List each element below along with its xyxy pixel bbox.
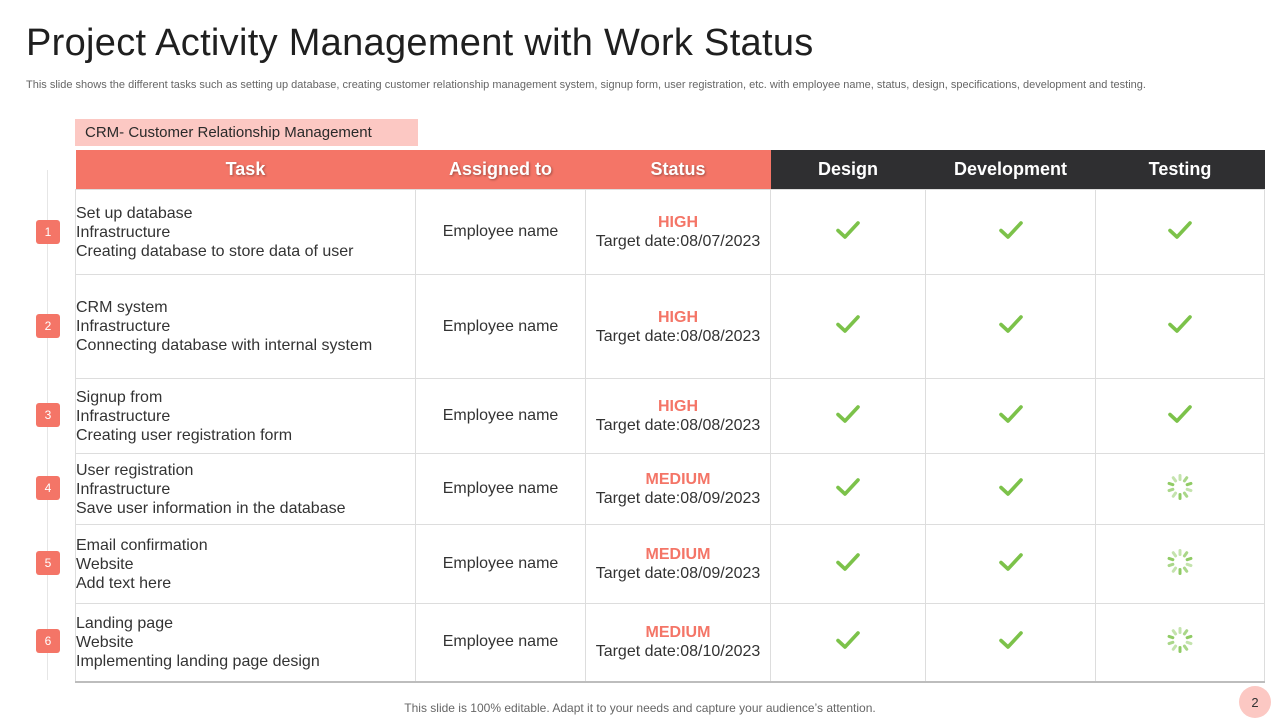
target-date: Target date:08/08/2023 <box>595 327 761 345</box>
loading-icon <box>1165 547 1195 582</box>
check-icon <box>835 403 861 430</box>
development-cell <box>926 525 1096 604</box>
task-description: Implementing landing page design <box>76 652 320 670</box>
status-cell <box>586 275 771 379</box>
row-number-badge: 5 <box>36 551 60 575</box>
target-date: Target date:08/08/2023 <box>595 417 761 434</box>
row-number-badge: 2 <box>36 314 60 338</box>
check-icon <box>998 313 1024 340</box>
slide-title: Project Activity Management with Work Status <box>26 22 814 64</box>
testing-cell <box>1096 379 1265 454</box>
task-cell <box>76 379 416 454</box>
testing-cell <box>1096 275 1265 379</box>
task-category: Website <box>76 633 134 651</box>
task-cell <box>76 525 416 604</box>
task-name: CRM system <box>76 299 168 316</box>
row-number-badge: 4 <box>36 476 60 500</box>
assigned-cell: Employee name <box>416 454 586 525</box>
design-cell <box>771 525 926 604</box>
table-row <box>76 525 1265 604</box>
priority-label: HIGH <box>658 308 698 326</box>
assigned-cell: Employee name <box>416 604 586 682</box>
check-icon <box>1167 403 1193 430</box>
task-category: Infrastructure <box>76 318 171 335</box>
task-cell <box>76 190 416 275</box>
task-cell <box>76 275 416 379</box>
task-name: Email confirmation <box>76 536 208 554</box>
status-cell <box>586 454 771 525</box>
task-cell <box>76 454 416 525</box>
task-category: Infrastructure <box>76 223 171 241</box>
testing-cell <box>1096 190 1265 275</box>
development-cell <box>926 275 1096 379</box>
header-testing: Testing <box>1096 150 1265 190</box>
table-row <box>76 275 1265 379</box>
header-status: Status <box>586 150 771 190</box>
page-number: 2 <box>1239 686 1271 718</box>
target-date: Target date:08/09/2023 <box>595 565 761 582</box>
development-cell <box>926 190 1096 275</box>
slide-subtitle: This slide shows the different tasks such as setting up database, creating customer relationship management system, signup form, user registration, etc. with employee name, status, design, specifications, development and testing. <box>26 79 1146 91</box>
assigned-cell: Employee name <box>416 525 586 604</box>
design-cell <box>771 604 926 682</box>
development-cell <box>926 379 1096 454</box>
task-category: Website <box>76 555 134 573</box>
check-icon <box>835 219 861 246</box>
row-number-badge: 6 <box>36 629 60 653</box>
design-cell <box>771 275 926 379</box>
header-design: Design <box>771 150 926 190</box>
check-icon <box>998 476 1024 503</box>
task-name: Set up database <box>76 204 193 222</box>
target-date: Target date:08/07/2023 <box>595 233 761 250</box>
task-description: Creating database to store data of user <box>76 242 354 260</box>
status-cell <box>586 604 771 682</box>
assigned-cell: Employee name <box>416 190 586 275</box>
status-cell <box>586 525 771 604</box>
status-cell <box>586 379 771 454</box>
check-icon <box>998 629 1024 656</box>
development-cell <box>926 454 1096 525</box>
target-date: Target date:08/10/2023 <box>595 643 761 661</box>
table-header-row <box>76 150 1265 190</box>
assigned-cell: Employee name <box>416 275 586 379</box>
status-cell <box>586 190 771 275</box>
check-icon <box>998 219 1024 246</box>
loading-icon <box>1165 472 1195 507</box>
task-status-table <box>75 150 1265 683</box>
task-name: Landing page <box>76 614 173 632</box>
priority-label: HIGH <box>658 398 698 415</box>
section-label: CRM- Customer Relationship Management <box>75 119 418 146</box>
testing-cell <box>1096 604 1265 682</box>
development-cell <box>926 604 1096 682</box>
check-icon <box>1167 313 1193 340</box>
header-assigned-to: Assigned to <box>416 150 586 190</box>
task-description: Connecting database with internal system <box>76 337 373 354</box>
loading-icon <box>1165 625 1195 660</box>
task-category: Infrastructure <box>76 407 171 425</box>
check-icon <box>835 551 861 578</box>
header-development: Development <box>926 150 1096 190</box>
testing-cell <box>1096 454 1265 525</box>
design-cell <box>771 454 926 525</box>
table-row <box>76 454 1265 525</box>
task-description: Add text here <box>76 574 172 592</box>
assigned-cell: Employee name <box>416 379 586 454</box>
priority-label: MEDIUM <box>645 471 711 488</box>
check-icon <box>835 476 861 503</box>
design-cell <box>771 190 926 275</box>
row-number-badge: 3 <box>36 403 60 427</box>
priority-label: MEDIUM <box>645 546 711 563</box>
task-name: Signup from <box>76 388 163 406</box>
task-name: User registration <box>76 461 194 479</box>
table-row <box>76 190 1265 275</box>
priority-label: HIGH <box>658 214 698 231</box>
task-category: Infrastructure <box>76 480 171 498</box>
footer-note: This slide is 100% editable. Adapt it to your needs and capture your audience’s attention. <box>404 701 876 715</box>
target-date: Target date:08/09/2023 <box>595 490 761 507</box>
design-cell <box>771 379 926 454</box>
testing-cell <box>1096 525 1265 604</box>
row-number-badge: 1 <box>36 220 60 244</box>
check-icon <box>998 403 1024 430</box>
priority-label: MEDIUM <box>645 624 711 642</box>
task-description: Save user information in the database <box>76 499 346 517</box>
task-description: Creating user registration form <box>76 426 293 444</box>
check-icon <box>998 551 1024 578</box>
task-cell <box>76 604 416 682</box>
check-icon <box>835 629 861 656</box>
header-task: Task <box>76 150 416 190</box>
check-icon <box>1167 219 1193 246</box>
check-icon <box>835 313 861 340</box>
table-row <box>76 604 1265 682</box>
table-row <box>76 379 1265 454</box>
